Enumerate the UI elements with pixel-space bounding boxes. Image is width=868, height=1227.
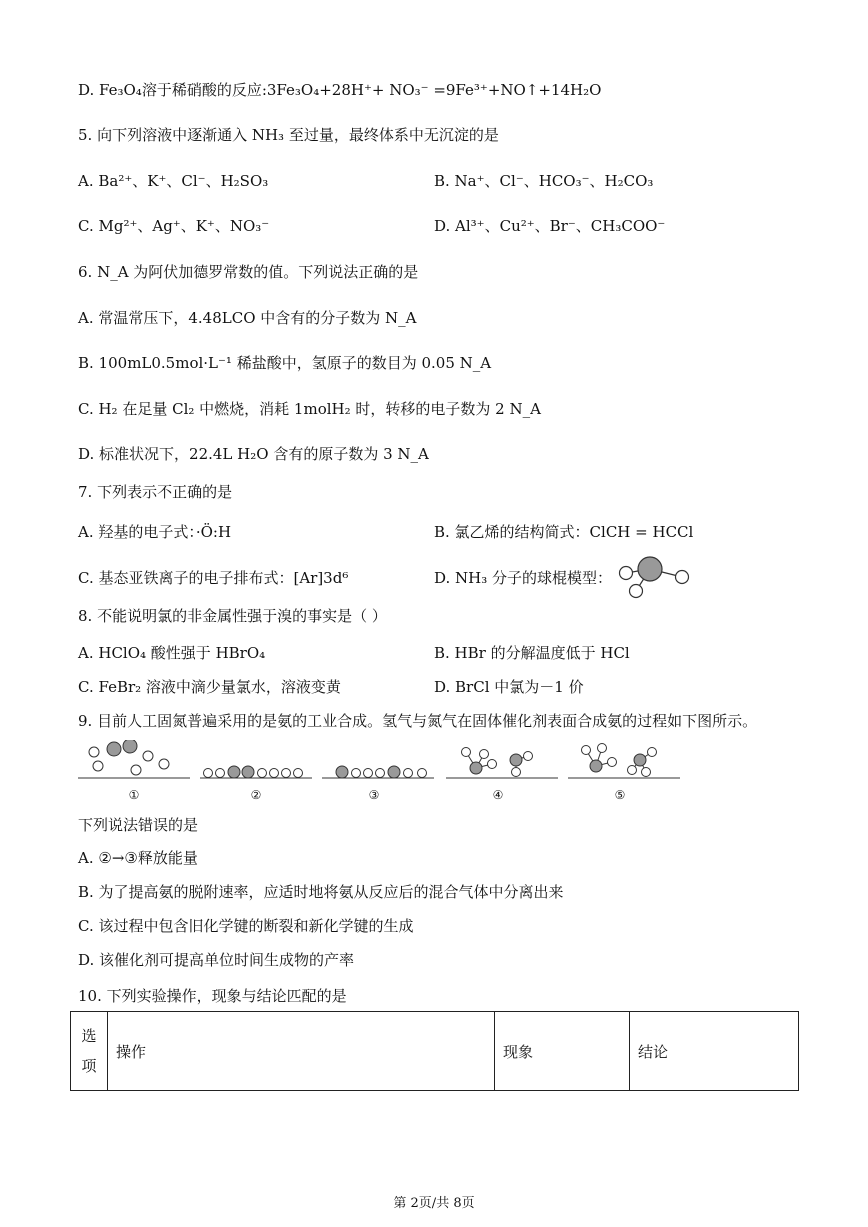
q8-option-b: B. HBr 的分解温度低于 HCl: [434, 644, 630, 662]
col-phenomenon: 现象: [495, 1012, 630, 1091]
q5-stem: 5. 向下列溶液中逐渐通入 NH₃ 至过量，最终体系中无沉淀的是: [78, 126, 499, 144]
q6-stem: 6. N_A 为阿伏加德罗常数的值。下列说法正确的是: [78, 263, 419, 281]
q9-option-a: A. ②→③释放能量: [78, 849, 198, 867]
q7-option-c: C. 基态亚铁离子的电子排布式：[Ar]3d⁶: [78, 569, 349, 587]
q6-option-a: A. 常温常压下，4.48LCO 中含有的分子数为 N_A: [78, 309, 417, 327]
q5-option-a: A. Ba²⁺、K⁺、Cl⁻、H₂SO₃: [78, 172, 269, 190]
q10-stem: 10. 下列实验操作，现象与结论匹配的是: [78, 987, 347, 1005]
col-operation: 操作: [108, 1012, 495, 1091]
q5-option-d: D. Al³⁺、Cu²⁺、Br⁻、CH₃COO⁻: [434, 217, 666, 235]
stage-2-label: ②: [250, 788, 262, 802]
stage-1-figure: [78, 740, 190, 786]
ammonia-synthesis-diagram: [78, 740, 688, 810]
q6-option-c: C. H₂ 在足量 Cl₂ 中燃烧，消耗 1molH₂ 时，转移的电子数为 2 N_A: [78, 400, 541, 418]
q6-option-b: B. 100mL0.5mol·L⁻¹ 稀盐酸中，氢原子的数目为 0.05 N_A: [78, 354, 492, 372]
stage-1-label: ①: [128, 788, 140, 802]
stage-3-label: ③: [368, 788, 380, 802]
q6-option-d: D. 标准状况下，22.4L H₂O 含有的原子数为 3 N_A: [78, 445, 429, 463]
q7-stem: 7. 下列表示不正确的是: [78, 483, 233, 501]
q10-table: [70, 1011, 799, 1091]
q7-option-d: D. NH₃ 分子的球棍模型：: [434, 569, 613, 587]
stage-4-figure: [446, 740, 558, 786]
stage-4-label: ④: [492, 788, 504, 802]
q8-option-a: A. HClO₄ 酸性强于 HBrO₄: [78, 644, 266, 662]
q9-option-c: C. 该过程中包含旧化学键的断裂和新化学键的生成: [78, 917, 414, 935]
stage-5-figure: [568, 740, 680, 786]
q8-option-c: C. FeBr₂ 溶液中滴少量氯水，溶液变黄: [78, 678, 341, 696]
q8-stem: 8. 不能说明氯的非金属性强于溴的事实是（ ）: [78, 607, 387, 625]
page-footer: 第 2页/共 8页: [393, 1196, 475, 1211]
q9-substem: 下列说法错误的是: [78, 816, 199, 834]
q7-option-a: A. 羟基的电子式：·Ö:H: [78, 523, 232, 541]
col-conclusion: 结论: [630, 1012, 799, 1091]
q7-option-b: B. 氯乙烯的结构简式：ClCH = HCCl: [434, 523, 694, 541]
q5-option-c: C. Mg²⁺、Ag⁺、K⁺、NO₃⁻: [78, 217, 270, 235]
q9-option-d: D. 该催化剂可提高单位时间生成物的产率: [78, 951, 355, 969]
nh3-ball-stick-model: [612, 555, 696, 599]
col-option: 选 项: [71, 1012, 108, 1091]
table-header-row: [71, 1012, 799, 1091]
stage-5-label: ⑤: [614, 788, 626, 802]
stage-2-figure: [200, 740, 312, 786]
stage-3-figure: [322, 740, 434, 786]
q5-option-b: B. Na⁺、Cl⁻、HCO₃⁻、H₂CO₃: [434, 172, 654, 190]
q9-stem: 9. 目前人工固氮普遍采用的是氨的工业合成。氢气与氮气在固体催化剂表面合成氨的过程如下图所示。: [78, 712, 758, 730]
q4-option-d: D. Fe₃O₄溶于稀硝酸的反应:3Fe₃O₄+28H⁺+ NO₃⁻ =9Fe³⁺+NO↑+14H₂O: [78, 81, 602, 99]
q8-option-d: D. BrCl 中氯为－1 价: [434, 678, 584, 696]
q9-option-b: B. 为了提高氨的脱附速率，应适时地将氨从反应后的混合气体中分离出来: [78, 883, 564, 901]
